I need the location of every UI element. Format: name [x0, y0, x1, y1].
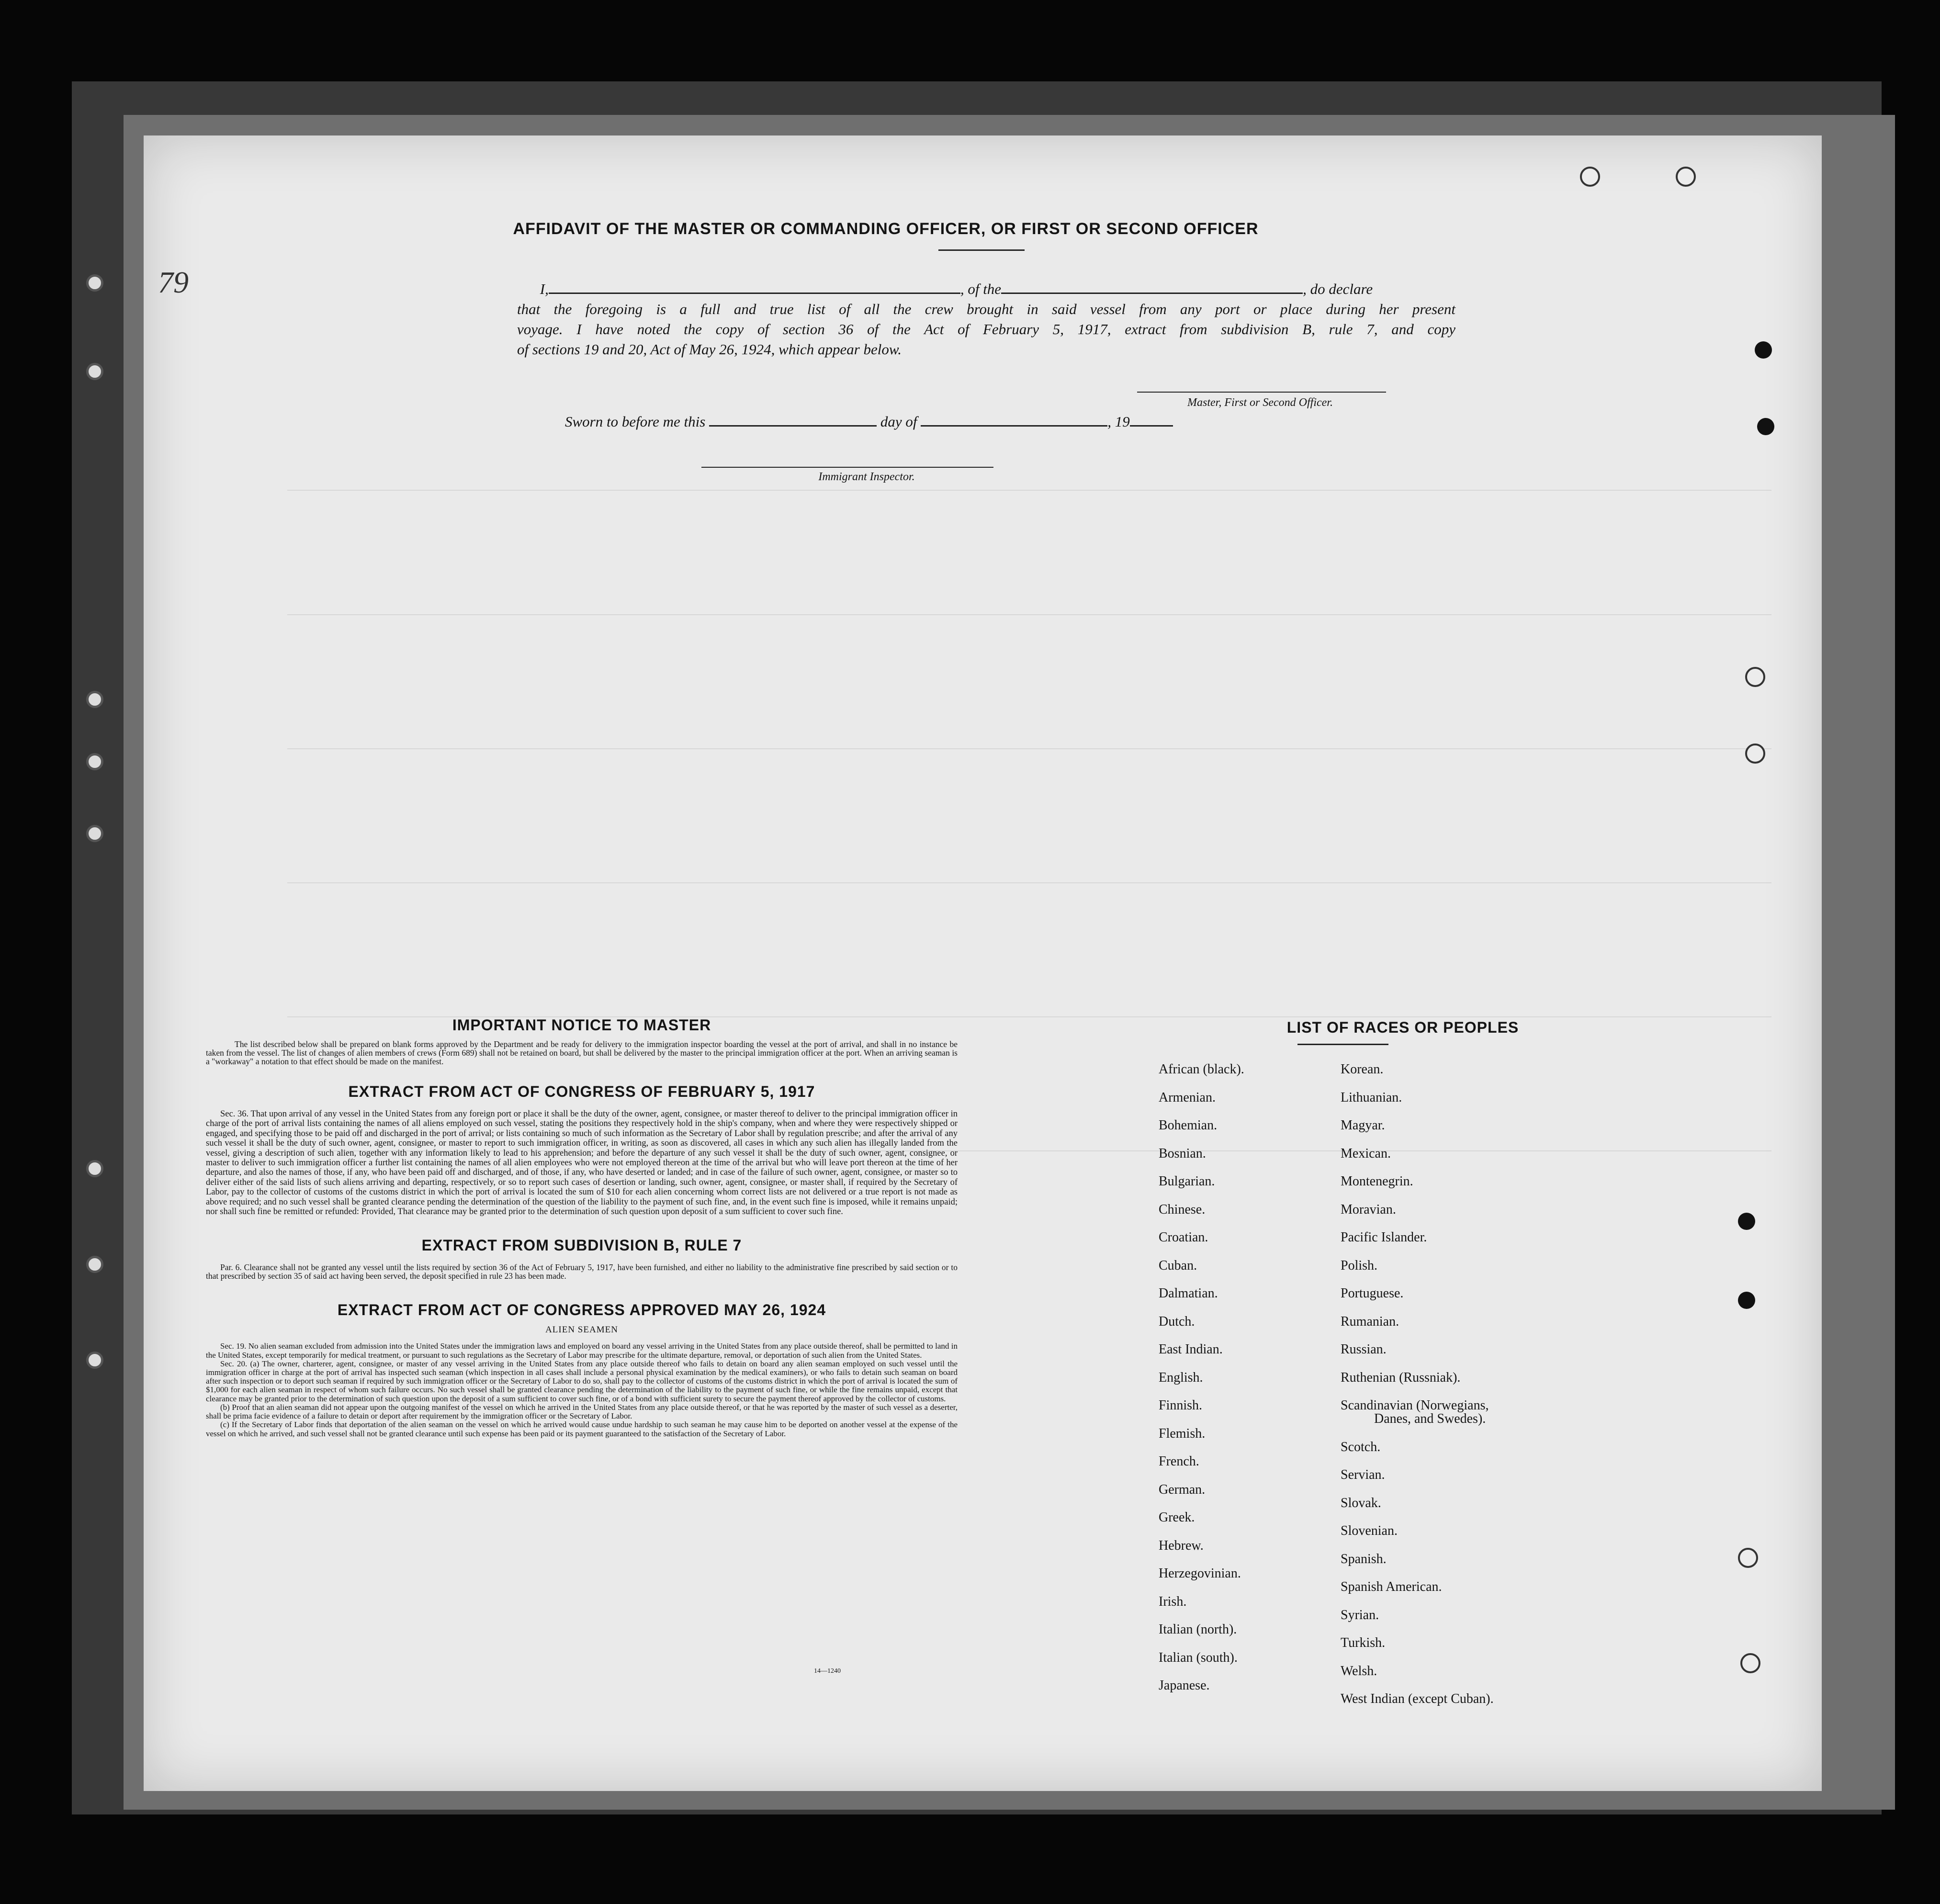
race-item: Hebrew. — [1159, 1538, 1204, 1553]
race-item: Scandinavian (Norwegians, — [1341, 1398, 1489, 1413]
race-item: Armenian. — [1159, 1090, 1216, 1105]
race-item: Danes, and Swedes). — [1374, 1411, 1486, 1427]
bleed-through-line — [287, 614, 1771, 615]
sec19-body: Sec. 19. No alien seaman excluded from admission into the United States under the immigration laws and employed on board any vessel arriving in the United States from any place outside thereof, shall be permitted to land in the United States, except temporarily for medical treatment, or pursuant to such regulations as the Secretary of Labor may prescribe for the ultimate departure, removal, or deportation of such alien from the United States. — [206, 1341, 958, 1360]
affidavit-line-3: of sections 19 and 20, Act of May 26, 1924, which appear below. — [517, 341, 902, 358]
year-blank — [1130, 425, 1173, 427]
race-item: Korean. — [1341, 1062, 1384, 1077]
punch-hole — [86, 274, 103, 292]
affidavit-line-1: that the foregoing is a full and true list of all the crew brought in said vessel from any port or place during her present — [517, 301, 1455, 317]
punch-hole — [1676, 167, 1696, 187]
race-item: Chinese. — [1159, 1202, 1206, 1217]
affidavit-body — [517, 279, 1455, 360]
race-item: Bohemian. — [1159, 1118, 1218, 1133]
punch-hole — [1740, 1653, 1760, 1673]
race-item: German. — [1159, 1482, 1206, 1497]
punch-hole — [1580, 167, 1600, 187]
sworn-label: Sworn to before me this — [565, 413, 706, 430]
name-blank — [549, 293, 960, 294]
race-item: Portuguese. — [1341, 1286, 1404, 1301]
notices-column — [206, 1016, 958, 1438]
race-item: Ruthenian (Russniak). — [1341, 1370, 1461, 1385]
race-item: East Indian. — [1159, 1342, 1223, 1357]
race-item: Polish. — [1341, 1258, 1378, 1273]
race-item: Cuban. — [1159, 1258, 1197, 1273]
race-item: Bosnian. — [1159, 1146, 1206, 1161]
master-label: Master, First or Second Officer. — [1187, 396, 1333, 409]
races-title-rule — [1297, 1044, 1388, 1045]
punch-hole — [1745, 667, 1765, 687]
bleed-through-line — [287, 748, 1771, 749]
inspector-label: Immigrant Inspector. — [818, 471, 915, 483]
race-item: Italian (north). — [1159, 1622, 1237, 1637]
punch-hole — [86, 825, 103, 842]
race-item: Bulgarian. — [1159, 1174, 1215, 1189]
race-item: Herzegovinian. — [1159, 1566, 1241, 1581]
affidavit-of-the: , of the — [960, 281, 1002, 297]
punch-hole — [86, 1352, 103, 1369]
race-item: Greek. — [1159, 1510, 1195, 1525]
day-of-label: day of — [880, 413, 917, 430]
punch-hole — [1738, 1213, 1755, 1230]
race-item: Spanish. — [1341, 1551, 1387, 1566]
race-item: Lithuanian. — [1341, 1090, 1402, 1105]
race-item: Scotch. — [1341, 1439, 1381, 1454]
master-signature-line — [1137, 392, 1386, 393]
race-item: Montenegrin. — [1341, 1174, 1413, 1189]
race-item: Finnish. — [1159, 1398, 1203, 1413]
race-item: Welsh. — [1341, 1663, 1377, 1679]
punch-hole — [86, 1256, 103, 1273]
page-number: 79 — [158, 265, 189, 299]
race-item: English. — [1159, 1370, 1203, 1385]
sec20b-body: (b) Proof that an alien seaman did not appear upon the outgoing manifest of the vessel on which he arrived in the United States from any place outside thereof, or that he was reported by the master of such vessel as a deserter, shall be prima facie evidence of a failure to detain or deport after requirement by the immigration officer or the Secretary of Labor. — [206, 1402, 958, 1421]
extract-1924-title: EXTRACT FROM ACT OF CONGRESS APPROVED MAY 26, 1924 — [337, 1301, 826, 1319]
year-label: , 19 — [1107, 413, 1130, 430]
bleed-through-line — [287, 490, 1771, 491]
race-item: Japanese. — [1159, 1678, 1210, 1693]
sec20a-body: Sec. 20. (a) The owner, charterer, agent, consignee, or master of any vessel arriving in the United States from any place outside thereof who fails to detain on board any alien seaman employed on such vessel until the immigration officer in charge at the port of arrival has inspected such seaman (which inspection in all cases shall include a personal physical examination by the medical examiners), or who fails to detain such seaman on board after such inspection or to deport such seaman if required by such immigration officer or the Secretary of Labor to do so, shall pay to the collector of customs of the customs district in which the port of arrival is located the sum of $1,000 for each alien seaman in respect of whom such failure occurs. No such vessel shall be granted clearance pending the determination of the liability to the payment of such fine, or while the fine remains unpaid, except that clearance may be granted prior to the determination of such question upon the deposit of a sum sufficient to cover such fine, or of a bond with sufficient surety to secure the payment thereof approved by the collector of customs. — [206, 1359, 958, 1403]
punch-hole — [1738, 1548, 1758, 1568]
punch-hole — [86, 691, 103, 708]
affidavit-title: AFFIDAVIT OF THE MASTER OR COMMANDING OFFICER, OR FIRST OR SECOND OFFICER — [513, 220, 1259, 238]
race-item: Slovenian. — [1341, 1523, 1398, 1539]
extract-1917-body: Sec. 36. That upon arrival of any vessel in the United States from any foreign port or place it shall be the duty of the owner, agent, consignee, or master thereof to deliver to the principal immigration officer in charge of the port of arrival lists containing the names of all aliens employed on such vessel, stating the positions they respectively hold in the ship's company, when and where they were respectively shipped or engaged, and specifying those to be paid off and discharged in the port of arrival; or lists containing so much of such information as the Secretary of Labor shall by regulation prescribe; and after the arrival of any such vessel it shall be the duty of such owner, agent, consignee, or master to report to such immigration officer, in writing, as soon as discovered, all cases in which any such alien has illegally landed from the vessel, giving a description of such alien, together with any information likely to lead to his apprehension; and before the departure of any such vessel it shall be the duty of such owner, agent, consignee, or master to deliver to such immigration officer a further list containing the names of all alien employees who were not employed thereon at the time of the arrival but who will leave port thereon at the time of her departure, and also the names of those, if any, who have been paid off and discharged, and of those, if any, who have deserted or landed; and in case of the failure of such owner, agent, consignee, or master so to deliver either of the said lists of such aliens arriving and departing, respectively, or so to report such cases of desertion or landing, such owner, agent, consignee, or master shall, if required by the Secretary of Labor, pay to the collector of customs of the customs district in which the port of arrival is located the sum of $10 for each alien concerning whom correct lists are not delivered or a true report is not made as above required; and no such vessel shall be granted clearance pending the determination of the question of the liability to the payment of such fine, and, in the event such fine is imposed, while it remains unpaid; nor shall such fine be remitted or refunded: Provided, That clearance may be granted prior to the determination of such question upon deposit of a sum sufficient to cover such fine. — [206, 1109, 958, 1217]
race-item: Dutch. — [1159, 1314, 1195, 1329]
punch-hole — [1755, 341, 1772, 359]
punch-hole — [1757, 418, 1774, 435]
rule7-body: Par. 6. Clearance shall not be granted any vessel until the lists required by section 36 of the Act of February 5, 1917, have been furnished, and either no liability to the administrative fine prescribed by said section or to that prescribed by section 35 of said act having been served, the deposit specified in rule 23 has been made. — [206, 1262, 958, 1281]
sworn-date-blank — [709, 425, 877, 427]
document-sheet — [144, 135, 1822, 1791]
race-item: Croatian. — [1159, 1230, 1208, 1245]
notice-title: IMPORTANT NOTICE TO MASTER — [452, 1016, 711, 1034]
race-item: African (black). — [1159, 1062, 1244, 1077]
race-item: Spanish American. — [1341, 1579, 1442, 1595]
punch-hole — [86, 1160, 103, 1177]
race-item: Servian. — [1341, 1467, 1385, 1483]
notice-body: The list described below shall be prepared on blank forms approved by the Department and be ready for delivery to the immigration inspector boarding the vessel at the port of arrival, and shall in no instance be taken from the vessel. The list of changes of alien members of crews (Form 689) shall not be retained on board, but shall be delivered by the master to the principal immigration officer at the port. When an arriving seaman is a "workaway" a notation to that effect should be made on the manifest. — [206, 1039, 958, 1066]
race-item: Syrian. — [1341, 1607, 1379, 1622]
vessel-blank — [1001, 293, 1303, 294]
extract-1917-title: EXTRACT FROM ACT OF CONGRESS OF FEBRUARY 5, 1917 — [348, 1083, 815, 1100]
race-item: Slovak. — [1341, 1495, 1381, 1510]
race-item: Turkish. — [1341, 1635, 1386, 1651]
form-number: 14—1240 — [814, 1667, 841, 1675]
race-item: Flemish. — [1159, 1426, 1206, 1441]
rule7-title: EXTRACT FROM SUBDIVISION B, RULE 7 — [421, 1237, 742, 1254]
bleed-through-line — [287, 882, 1771, 883]
race-item: French. — [1159, 1454, 1199, 1469]
race-item: Pacific Islander. — [1341, 1230, 1427, 1245]
alien-seamen-subtitle: ALIEN SEAMEN — [545, 1325, 618, 1335]
race-item: Rumanian. — [1341, 1314, 1399, 1329]
punch-hole — [86, 363, 103, 380]
races-title: LIST OF RACES OR PEOPLES — [1286, 1019, 1519, 1036]
race-item: Italian (south). — [1159, 1650, 1238, 1665]
punch-hole — [1738, 1292, 1755, 1309]
punch-hole — [1745, 744, 1765, 764]
affidavit-declare: , do declare — [1303, 281, 1373, 297]
race-item: Moravian. — [1341, 1202, 1396, 1217]
race-item: West Indian (except Cuban). — [1341, 1691, 1494, 1707]
race-item: Mexican. — [1341, 1146, 1391, 1161]
punch-hole — [86, 753, 103, 770]
title-rule — [938, 249, 1025, 251]
affidavit-line-2: voyage. I have noted the copy of section 36 of the Act of February 5, 1917, extract from subdivision B, rule 7, and copy — [517, 321, 1455, 338]
month-blank — [921, 425, 1107, 427]
race-item: Russian. — [1341, 1342, 1387, 1357]
sworn-line — [565, 413, 1173, 430]
race-item: Dalmatian. — [1159, 1286, 1218, 1301]
race-item: Irish. — [1159, 1594, 1187, 1609]
affidavit-i: I, — [540, 281, 549, 297]
sec20c-body: (c) If the Secretary of Labor finds that deportation of the alien seaman on the vessel on which he arrived would cause undue hardship to such seaman he may cause him to be deported on another vessel at the expense of the vessel on which he arrived, and such vessel shall not be granted clearance until such expense has been paid or its payment guaranteed to the satisfaction of the Secretary of Labor. — [206, 1420, 958, 1438]
race-item: Magyar. — [1341, 1118, 1385, 1133]
inspector-signature-line — [701, 467, 993, 468]
